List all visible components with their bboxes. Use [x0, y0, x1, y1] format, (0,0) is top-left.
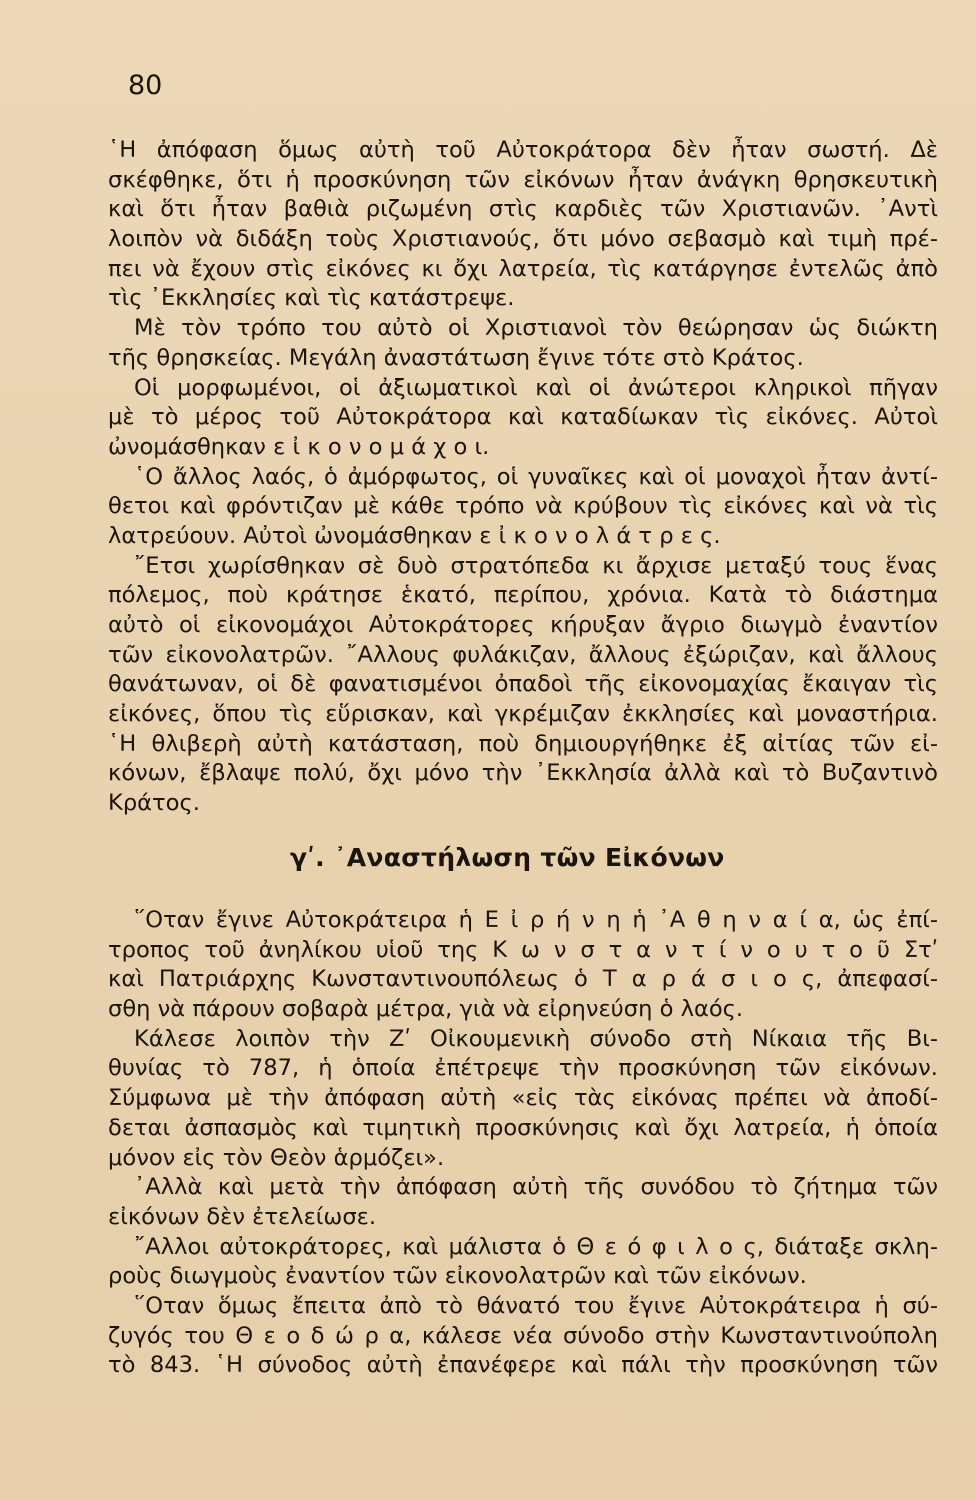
- text-line: ῞Οταν ἔγινε Αὐτοκράτειρα ἡ Ε ἰ ρ ή ν η ἡ ᾽Α θ η ν α ί α, ὡς ἐπί-: [134, 907, 938, 933]
- text-line: πόλεμος, ποὺ κράτησε ἑκατό, περίπου, χρόνια. Κατὰ τὸ διάστημα: [108, 582, 938, 609]
- text-line: λοιπὸν νὰ διδάξη τοὺς Χριστιανούς, ὅτι μόνο σεβασμὸ καὶ τιμὴ πρέ-: [108, 226, 938, 253]
- text-line: αὐτὸ οἱ εἰκονομάχοι Αὐτοκράτορες κήρυξαν ἄγριο διωγμὸ ἐναντίον: [108, 612, 938, 638]
- text-line: Κάλεσε λοιπὸν τὴν Ζʹ Οἰκουμενικὴ σύνοδο στὴ Νίκαια τῆς Βι-: [134, 1025, 938, 1052]
- text-line: Κράτος.: [108, 790, 200, 817]
- section-body-2: [108, 906, 938, 1381]
- text-line: τὸ 843. ῾Η σύνοδος αὐτὴ ἐπανέφερε καὶ πάλι τὴν προσκύνηση τῶν: [108, 1352, 938, 1379]
- text-line: λατρεύουν. Αὐτοὶ ὠνομάσθηκαν ε ἰ κ ο ν ο λ ά τ ρ ε ς.: [108, 522, 721, 549]
- text-line: Σύμφωνα μὲ τὴν ἀπόφαση αὐτὴ «εἰς τὰς εἰκόνας πρέπει νὰ ἀποδί-: [108, 1085, 938, 1112]
- text-line: εἰκόνες, ὅπου τὶς εὕρισκαν, καὶ γκρέμιζαν ἐκκλησίες καὶ μοναστήρια.: [108, 701, 938, 728]
- text-line: ᾽Αλλὰ καὶ μετὰ τὴν ἀπόφαση αὐτὴ τῆς συνόδου τὸ ζήτημα τῶν: [134, 1174, 938, 1201]
- text-line: δεται ἀσπασμὸς καὶ τιμητικὴ προσκύνησις καὶ ὄχι λατρεία, ἡ ὁποία: [108, 1114, 938, 1141]
- text-line: ῎Αλλοι αὐτοκράτορες, καὶ μάλιστα ὁ Θ ε ό φ ι λ ο ς, διάταξε σκλη-: [134, 1233, 938, 1260]
- text-line: τῆς θρησκείας. Μεγάλη ἀναστάτωση ἔγινε τότε στὸ Κράτος.: [108, 344, 804, 371]
- text-line: θυνίας τὸ 787, ἡ ὁποία ἐπέτρεψε τὴν προσκύνηση τῶν εἰκόνων.: [108, 1055, 938, 1082]
- section-body-1: [108, 136, 938, 819]
- text-line: ῾Ο ἄλλος λαός, ὁ ἀμόρφωτος, οἱ γυναῖκες καὶ οἱ μοναχοὶ ἦταν ἀντί-: [134, 463, 938, 490]
- text-line: μὲ τὸ μέρος τοῦ Αὐτοκράτορα καὶ καταδίωκαν τὶς εἰκόνες. Αὐτοὶ: [108, 404, 938, 431]
- text-line: μόνον εἰς τὸν Θεὸν ἁρμόζει».: [108, 1144, 445, 1171]
- text-line: σθη νὰ πάρουν σοβαρὰ μέτρα, γιὰ νὰ εἰρηνεύση ὁ λαός.: [108, 996, 744, 1023]
- text-line: κόνων, ἔβλαψε πολύ, ὄχι μόνο τὴν ᾽Εκκλησία ἀλλὰ καὶ τὸ Βυζαντινὸ: [108, 760, 938, 787]
- text-line: καὶ ὅτι ἦταν βαθιὰ ριζωμένη στὶς καρδιὲς τῶν Χριστιανῶν. ᾽Αντὶ: [108, 196, 938, 223]
- text-line: θετοι καὶ φρόντιζαν μὲ κάθε τρόπο νὰ κρύβουν τὶς εἰκόνες καὶ νὰ τὶς: [108, 493, 938, 520]
- text-line: σκέφθηκε, ὅτι ἡ προσκύνηση τῶν εἰκόνων ἦταν ἀνάγκη θρησκευτικὴ: [108, 166, 938, 193]
- text-line: ζυγός του Θ ε ο δ ώ ρ α, κάλεσε νέα σύνοδο στὴν Κωνσταντινούπολη: [108, 1322, 938, 1349]
- page-number: 80: [128, 70, 163, 101]
- text-line: πει νὰ ἔχουν στὶς εἰκόνες κι ὄχι λατρεία, τὶς κατάργησε ἐντελῶς ἀπὸ: [108, 255, 938, 282]
- text-line: Μὲ τὸν τρόπο του αὐτὸ οἱ Χριστιανοὶ τὸν θεώρησαν ὡς διώκτη: [134, 315, 938, 342]
- text-line: θανάτωναν, οἱ δὲ φανατισμένοι ὀπαδοὶ τῆς εἰκονομαχίας ἔκαιγαν τὶς: [108, 671, 938, 698]
- text-line: ῞Οταν ὅμως ἔπειτα ἀπὸ τὸ θάνατό του ἔγινε Αὐτοκράτειρα ἡ σύ-: [134, 1292, 938, 1319]
- text-line: καὶ Πατριάρχης Κωνσταντινουπόλεως ὁ Τ α ρ ά σ ι ο ς, ἀπεφασί-: [108, 966, 938, 993]
- section-heading: γʹ. ᾽Αναστήλωση τῶν Εἰκόνων: [290, 843, 725, 872]
- text-line: ῎Ετσι χωρίσθηκαν σὲ δυὸ στρατόπεδα κι ἄρχισε μεταξύ τους ἕνας: [134, 552, 938, 579]
- text-line: ῾Η θλιβερὴ αὐτὴ κατάσταση, ποὺ δημιουργήθηκε ἐξ αἰτίας τῶν εἰ-: [108, 730, 938, 757]
- text-line: εἰκόνων δὲν ἐτελείωσε.: [108, 1203, 377, 1230]
- text-line: ροὺς διωγμοὺς ἐναντίον τῶν εἰκονολατρῶν καὶ τῶν εἰκόνων.: [108, 1263, 807, 1290]
- text-line: τὶς ᾽Εκκλησίες καὶ τὶς κατάστρεψε.: [108, 285, 515, 312]
- text-line: Οἱ μορφωμένοι, οἱ ἀξιωματικοὶ καὶ οἱ ἀνώτεροι κληρικοὶ πῆγαν: [134, 374, 938, 401]
- text-line: ῾Η ἀπόφαση ὅμως αὐτὴ τοῦ Αὐτοκράτορα δὲν ἦταν σωστή. Δὲ: [108, 137, 938, 163]
- text-line: τῶν εἰκονολατρῶν. ῎Αλλους φυλάκιζαν, ἄλλους ἐξώριζαν, καὶ ἄλλους: [108, 641, 938, 668]
- text-line: τροπος τοῦ ἀνηλίκου υἱοῦ της Κ ω ν σ τ α ν τ ί ν ο υ τ ο ῦ Στʹ: [108, 936, 938, 963]
- text-line: ὠνομάσθηκαν ε ἰ κ ο ν ο μ ά χ ο ι.: [108, 433, 490, 460]
